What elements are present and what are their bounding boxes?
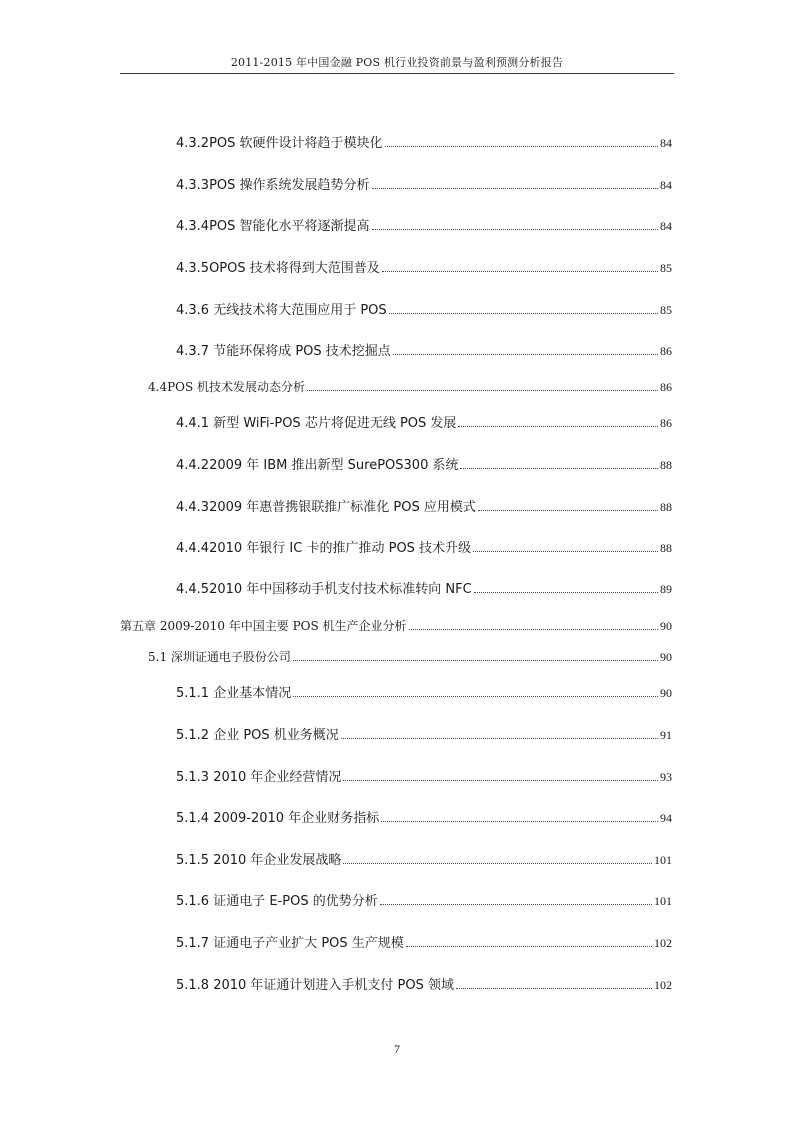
toc-entry[interactable] <box>176 175 672 193</box>
toc-entry[interactable] <box>176 850 672 868</box>
toc-entry-title: 5.1.5 2010 年企业发展战略 <box>176 853 342 868</box>
toc-leader-dots <box>409 629 658 630</box>
toc-entry-title: 5.1.4 2009-2010 年企业财务指标 <box>176 811 380 826</box>
toc-leader-dots <box>380 904 652 905</box>
toc-entry-page: 85 <box>660 261 672 275</box>
toc-entry[interactable] <box>176 538 672 556</box>
toc-leader-dots <box>478 510 658 511</box>
toc-entry-title: 4.3.3POS 操作系统发展趋势分析 <box>176 178 370 193</box>
toc-leader-dots <box>372 229 658 230</box>
toc-entry-title: 5.1.8 2010 年证通计划进入手机支付 POS 领域 <box>176 978 455 993</box>
toc-entry-title: 5.1.1 企业基本情况 <box>176 686 292 701</box>
toc-entry-title: 4.3.5OPOS 技术将得到大范围普及 <box>176 261 380 276</box>
toc-entry-title: 4.3.4POS 智能化水平将逐渐提高 <box>176 219 370 234</box>
page-number: 7 <box>394 1042 400 1056</box>
toc-leader-dots <box>341 738 658 739</box>
toc-leader-dots <box>343 863 652 864</box>
toc-entry-title: 5.1.2 企业 POS 机业务概况 <box>176 728 339 743</box>
toc-entry-page: 90 <box>660 650 672 664</box>
toc-entry-title: 5.1.6 证通电子 E-POS 的优势分析 <box>176 894 378 909</box>
toc-leader-dots <box>293 696 658 697</box>
toc-entry[interactable] <box>176 683 672 701</box>
toc-entry-chapter[interactable] <box>120 616 672 634</box>
toc-entry[interactable] <box>176 455 672 473</box>
toc-leader-dots <box>382 271 658 272</box>
toc-entry[interactable] <box>176 216 672 234</box>
toc-entry-title: 第五章 2009-2010 年中国主要 POS 机生产企业分析 <box>120 619 407 633</box>
toc-entry-page: 84 <box>660 136 672 150</box>
toc-entry-title: 4.4.22009 年 IBM 推出新型 SurePOS300 系统 <box>176 458 459 473</box>
running-header: 2011-2015 年中国金融 POS 机行业投资前景与盈利预测分析报告 <box>230 56 564 69</box>
toc-entry[interactable] <box>176 413 672 431</box>
toc-entry-page: 89 <box>660 582 672 596</box>
toc-leader-dots <box>385 146 658 147</box>
toc-leader-dots <box>456 988 652 989</box>
toc-entry-title: 4.4.1 新型 WiFi-POS 芯片将促进无线 POS 发展 <box>176 416 457 431</box>
toc-entry-page: 102 <box>654 978 672 992</box>
toc-entry-page: 85 <box>660 303 672 317</box>
toc-entry[interactable] <box>176 975 672 993</box>
toc-entry-page: 84 <box>660 219 672 233</box>
toc-leader-dots <box>474 592 658 593</box>
toc-entry-page: 86 <box>660 416 672 430</box>
toc-entry-page: 88 <box>660 541 672 555</box>
toc-leader-dots <box>460 468 658 469</box>
toc-entry[interactable] <box>148 647 672 665</box>
toc-entry[interactable] <box>176 767 672 785</box>
toc-entry-title: 4.3.6 无线技术将大范围应用于 POS <box>176 303 387 318</box>
toc-leader-dots <box>307 390 658 391</box>
toc-entry-page: 101 <box>654 894 672 908</box>
toc-entry-page: 93 <box>660 770 672 784</box>
toc-entry-page: 90 <box>660 619 672 633</box>
toc-entry-title: 4.4.32009 年惠普携银联推广标准化 POS 应用模式 <box>176 500 476 515</box>
toc-entry[interactable] <box>176 725 672 743</box>
toc-entry-title: 4.4.42010 年银行 IC 卡的推广推动 POS 技术升级 <box>176 541 472 556</box>
toc-entry-page: 88 <box>660 458 672 472</box>
toc-entry-page: 84 <box>660 178 672 192</box>
toc-entry-page: 102 <box>654 936 672 950</box>
toc-entry[interactable] <box>176 258 672 276</box>
toc-leader-dots <box>343 780 658 781</box>
toc-entry-page: 86 <box>660 380 672 394</box>
toc-leader-dots <box>406 946 652 947</box>
toc-entry-page: 88 <box>660 500 672 514</box>
toc-entry-title: 4.3.7 节能环保将成 POS 技术挖掘点 <box>176 344 391 359</box>
toc-leader-dots <box>473 551 658 552</box>
toc-entry[interactable] <box>176 579 672 597</box>
toc-entry-page: 91 <box>660 728 672 742</box>
toc-entry-title: 5.1.7 证通电子产业扩大 POS 生产规模 <box>176 936 404 951</box>
toc-entry-page: 90 <box>660 686 672 700</box>
toc-entry-title: 5.1.3 2010 年企业经营情况 <box>176 770 342 785</box>
toc-entry[interactable] <box>176 133 672 151</box>
toc-entry-page: 101 <box>654 853 672 867</box>
toc-entry[interactable] <box>176 891 672 909</box>
toc-entry-title: 5.1 深圳证通电子股份公司 <box>148 650 291 664</box>
toc-entry[interactable] <box>176 808 672 826</box>
toc-entry-title: 4.3.2POS 软硬件设计将趋于模块化 <box>176 136 383 151</box>
toc-entry-page: 94 <box>660 811 672 825</box>
toc-leader-dots <box>458 426 658 427</box>
toc-entry[interactable] <box>176 933 672 951</box>
toc-entry[interactable] <box>148 377 672 395</box>
toc-leader-dots <box>293 660 658 661</box>
toc-leader-dots <box>389 313 658 314</box>
toc-entry[interactable] <box>176 341 672 359</box>
toc-entry[interactable] <box>176 300 672 318</box>
toc-entry-page: 86 <box>660 344 672 358</box>
toc-entry-title: 4.4POS 机技术发展动态分析 <box>148 380 306 394</box>
toc-leader-dots <box>372 188 658 189</box>
toc-entry[interactable] <box>176 497 672 515</box>
toc-entry-title: 4.4.52010 年中国移动手机支付技术标准转向 NFC <box>176 582 472 597</box>
toc-leader-dots <box>393 354 658 355</box>
toc-leader-dots <box>381 821 658 822</box>
